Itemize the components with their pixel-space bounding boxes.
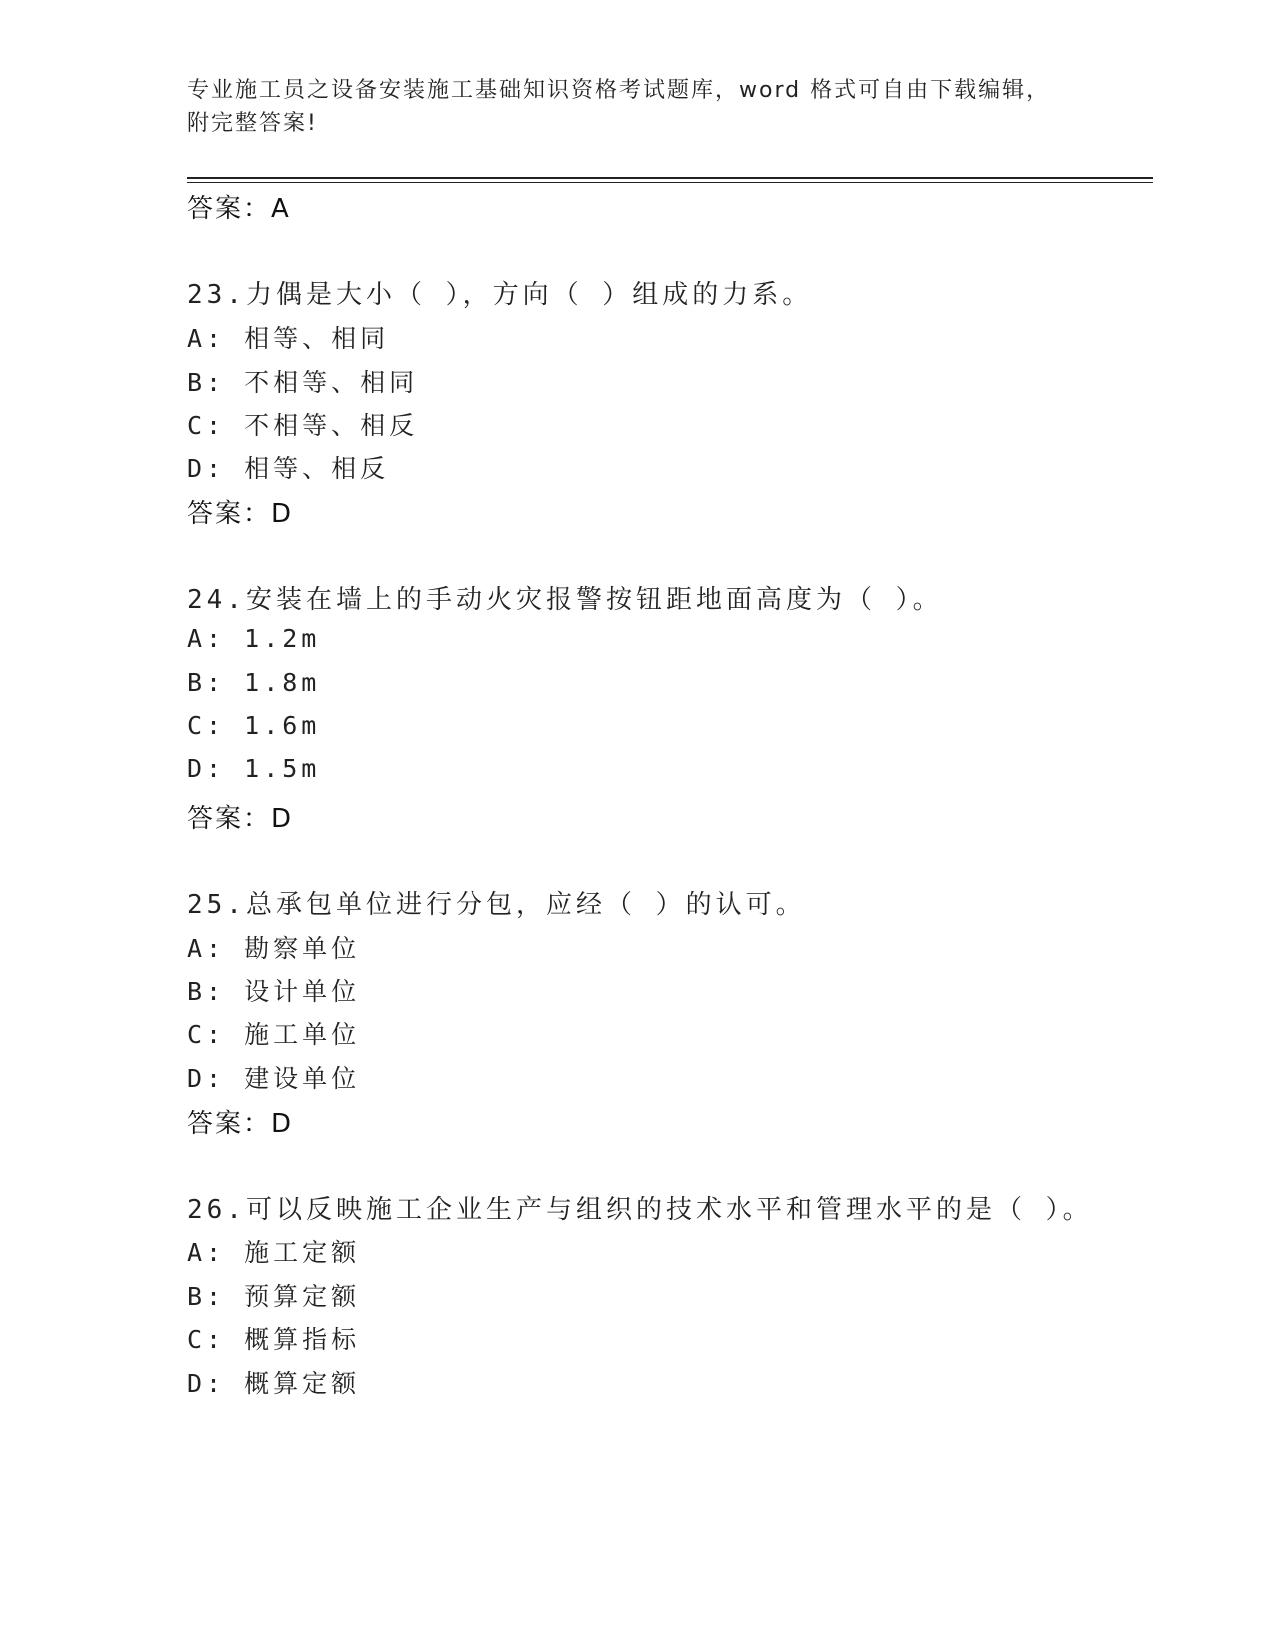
question-26-option-a: A: 施工定额 xyxy=(187,1238,361,1267)
question-24-option-b: B: 1.8m xyxy=(187,668,321,697)
question-23-option-d: D: 相等、相反 xyxy=(187,454,390,483)
header-line-2: 附完整答案! xyxy=(187,111,318,136)
question-23: 23.力偶是大小（ ），方向（ ）组成的力系。 xyxy=(187,280,813,310)
question-24-option-d: D: 1.5m xyxy=(187,754,321,783)
question-25-answer: 答案：D xyxy=(187,1109,294,1139)
header-line-1: 专业施工员之设备安装施工基础知识资格考试题库，word 格式可自由下载编辑， xyxy=(187,78,1051,103)
question-26-option-b: B: 预算定额 xyxy=(187,1282,361,1311)
question-26-option-c: C: 概算指标 xyxy=(187,1325,361,1354)
question-24: 24.安装在墙上的手动火灾报警按钮距地面高度为（ ）。 xyxy=(187,585,943,615)
question-25-option-b: B: 设计单位 xyxy=(187,977,361,1006)
document-header xyxy=(187,74,1087,140)
previous-answer: 答案：A xyxy=(187,194,291,224)
question-25-option-d: D: 建设单位 xyxy=(187,1064,361,1093)
question-24-answer: 答案：D xyxy=(187,804,294,834)
question-26: 26.可以反映施工企业生产与组织的技术水平和管理水平的是（ ）。 xyxy=(187,1195,1093,1225)
header-rule-thick xyxy=(187,177,1153,179)
question-25-option-a: A: 勘察单位 xyxy=(187,934,361,963)
question-23-option-a: A: 相等、相同 xyxy=(187,324,390,353)
question-23-option-b: B: 不相等、相同 xyxy=(187,368,419,397)
question-25: 25.总承包单位进行分包，应经（ ）的认可。 xyxy=(187,890,806,920)
question-26-option-d: D: 概算定额 xyxy=(187,1369,361,1398)
question-24-option-c: C: 1.6m xyxy=(187,711,321,740)
question-23-option-c: C: 不相等、相反 xyxy=(187,411,419,440)
question-24-option-a: A: 1.2m xyxy=(187,624,321,653)
question-25-option-c: C: 施工单位 xyxy=(187,1020,361,1049)
header-rule-thin xyxy=(187,182,1153,183)
question-23-answer: 答案：D xyxy=(187,499,294,529)
